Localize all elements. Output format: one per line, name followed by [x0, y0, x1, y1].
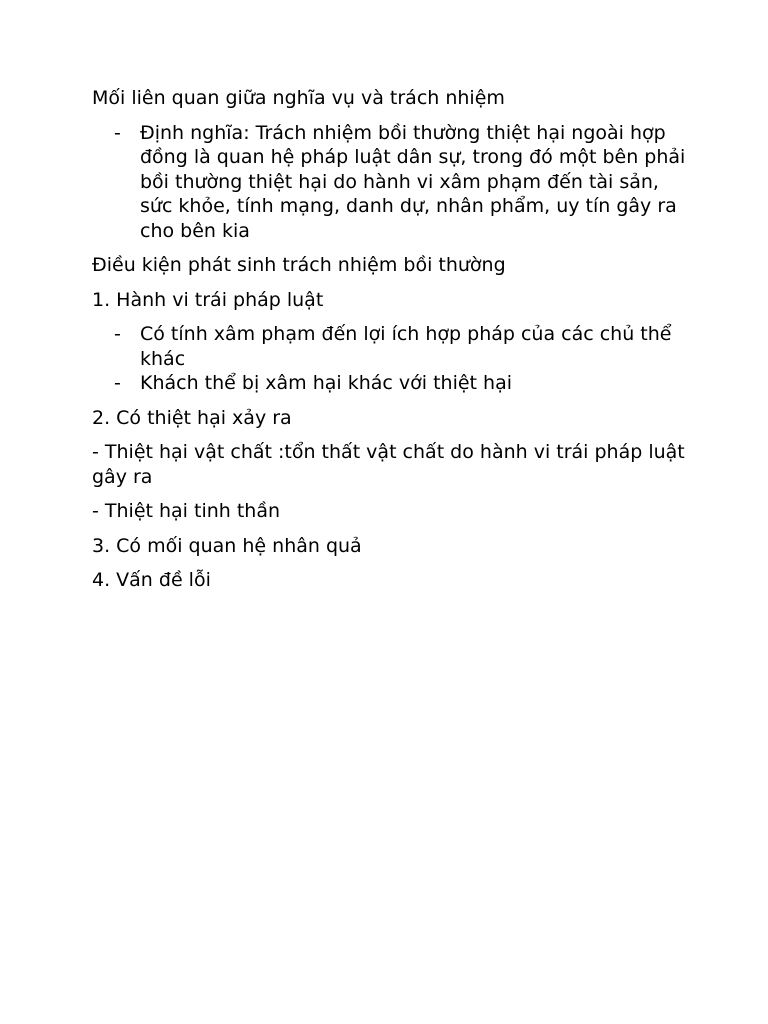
damage-material: - Thiệt hại vật chất :tổn thất vật chất do hành vi trái pháp luật gây ra — [92, 441, 685, 488]
condition-4: 4. Vấn đề lỗi — [92, 569, 211, 591]
document-page — [92, 86, 692, 603]
heading-conditions: Điều kiện phát sinh trách nhiệm bồi thường — [92, 254, 506, 276]
condition-3: 3. Có mối quan hệ nhân quả — [92, 534, 362, 557]
condition-1: 1. Hành vi trái pháp luật — [92, 288, 324, 311]
condition-2: 2. Có thiệt hại xảy ra — [92, 406, 292, 429]
condition-1-list — [92, 322, 692, 396]
damage-spiritual: - Thiệt hại tinh thần — [92, 500, 281, 522]
definition-item: - Định nghĩa: Trách nhiệm bồi thường thiệt hại ngoài hợp đồng là quan hệ pháp luật dân sự, trong đó một bên phải bồi thường thiệt hại do hành vi xâm phạm đến tài sản, sức khỏe, tính mạng, danh dự, nhân phẩm, uy tín gây ra cho bên kia — [92, 121, 692, 244]
condition-1-item: - Có tính xâm phạm đến lợi ích hợp pháp của các chủ thể khác — [92, 322, 692, 371]
definition-list — [92, 121, 692, 244]
heading-relation: Mối liên quan giữa nghĩa vụ và trách nhiệm — [92, 87, 505, 109]
condition-1-item: - Khách thể bị xâm hại khác với thiệt hại — [92, 371, 692, 396]
